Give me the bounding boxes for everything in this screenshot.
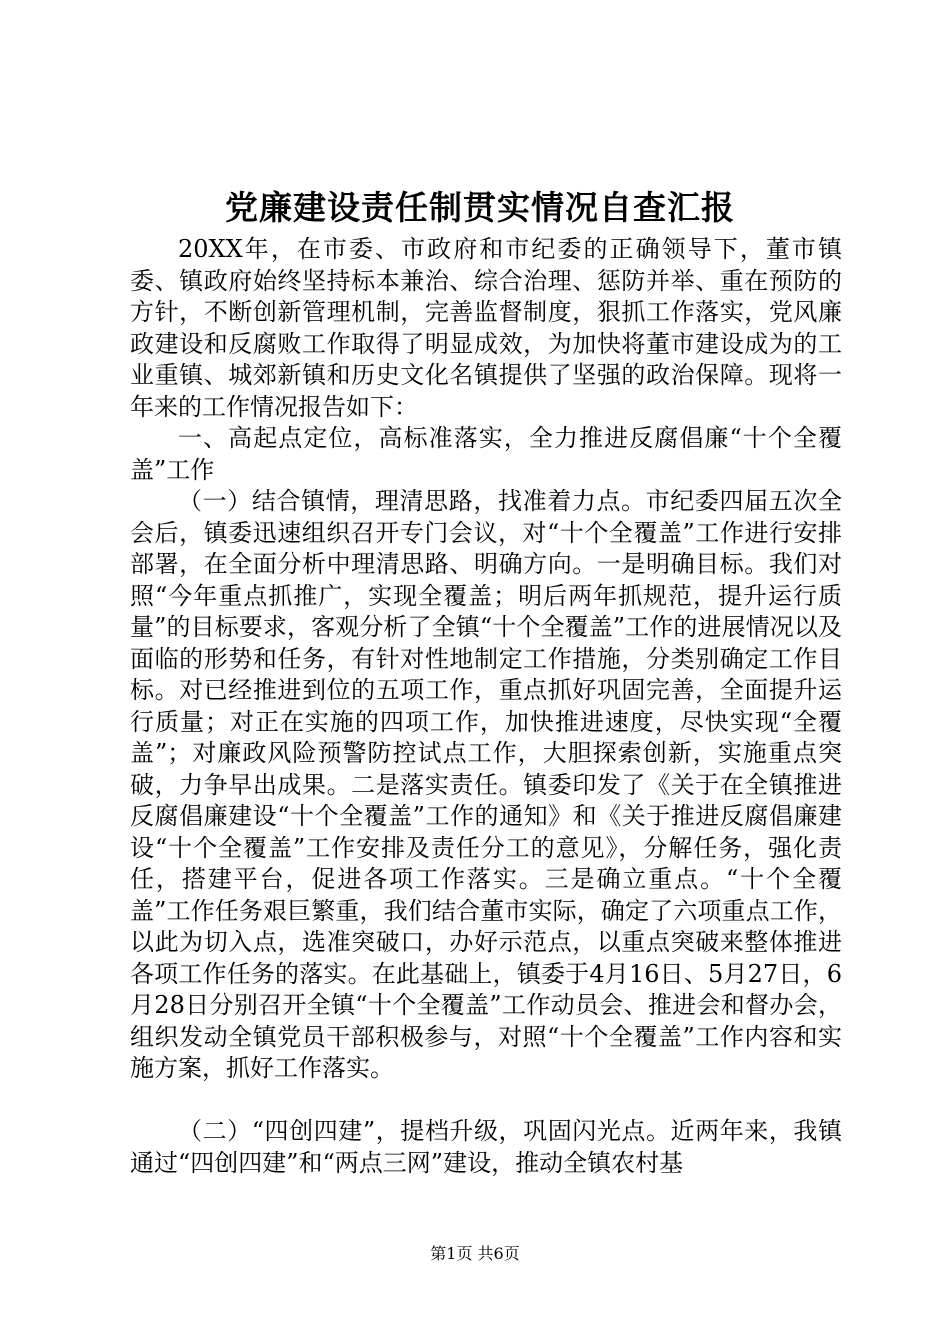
page-footer: 第1页 共6页 — [430, 1244, 520, 1263]
subsection-paragraph-2: （二）“四创四建”，提档升级，巩固闪光点。近两年来，我镇通过“四创四建”和“两点三网”建设，推动全镇农村基 — [130, 1117, 842, 1177]
intro-paragraph: 20XX年，在市委、市政府和市纪委的正确领导下，董市镇委、镇政府始终坚持标本兼治、综合治理、惩防并举、重在预防的方针，不断创新管理机制，完善监督制度，狠抓工作落实，党风廉政建设和反腐败工作取得了明显成效，为加快将董市建设成为的工业重镇、城郊新镇和历史文化名镇提供了坚强的政治保障。现将一年来的工作情况报告如下： — [130, 235, 842, 421]
subsection-paragraph-1: （一）结合镇情，理清思路，找准着力点。市纪委四届五次全会后，镇委迅速组织召开专门会议，对“十个全覆盖”工作进行安排部署，在全面分析中理清思路、明确方向。一是明确目标。我们对照“今年重点抓推广，实现全覆盖；明后两年抓规范，提升运行质量”的目标要求，客观分析了全镇“十个全覆盖”工作的进展情况以及面临的形势和任务，有针对性地制定工作措施，分类别确定工作目标。对已经推进到位的五项工作，重点抓好巩固完善，全面提升运行质量；对正在实施的四项工作，加快推进速度，尽快实现“全覆盖”；对廉政风险预警防控试点工作，大胆探索创新，实施重点突破，力争早出成果。二是落实责任。镇委印发了《关于在全镇推进反腐倡廉建设“十个全覆盖”工作的通知》和《关于推进反腐倡廉建设“十个全覆盖”工作安排及责任分工的意见》，分解任务，强化责任，搭建平台，促进各项工作落实。三是确立重点。“十个全覆盖”工作任务艰巨繁重，我们结合董市实际，确定了六项重点工作，以此为切入点，选准突破口，办好示范点，以重点突破来整体推进各项工作任务的落实。在此基础上，镇委于4月16日、5月27日，6月28日分别召开全镇“十个全覆盖”工作动员会、推进会和督办会，组织发动全镇党员干部积极参与，对照“十个全覆盖”工作内容和实施方案，抓好工作落实。 — [130, 487, 842, 1082]
paragraph-gap — [130, 1085, 842, 1117]
section-heading-1: 一、高起点定位，高标准落实，全力推进反腐倡廉“十个全覆盖”工作 — [130, 424, 842, 484]
document-title: 党廉建设责任制贯实情况自查汇报 — [225, 188, 735, 227]
document-body — [130, 234, 842, 1179]
